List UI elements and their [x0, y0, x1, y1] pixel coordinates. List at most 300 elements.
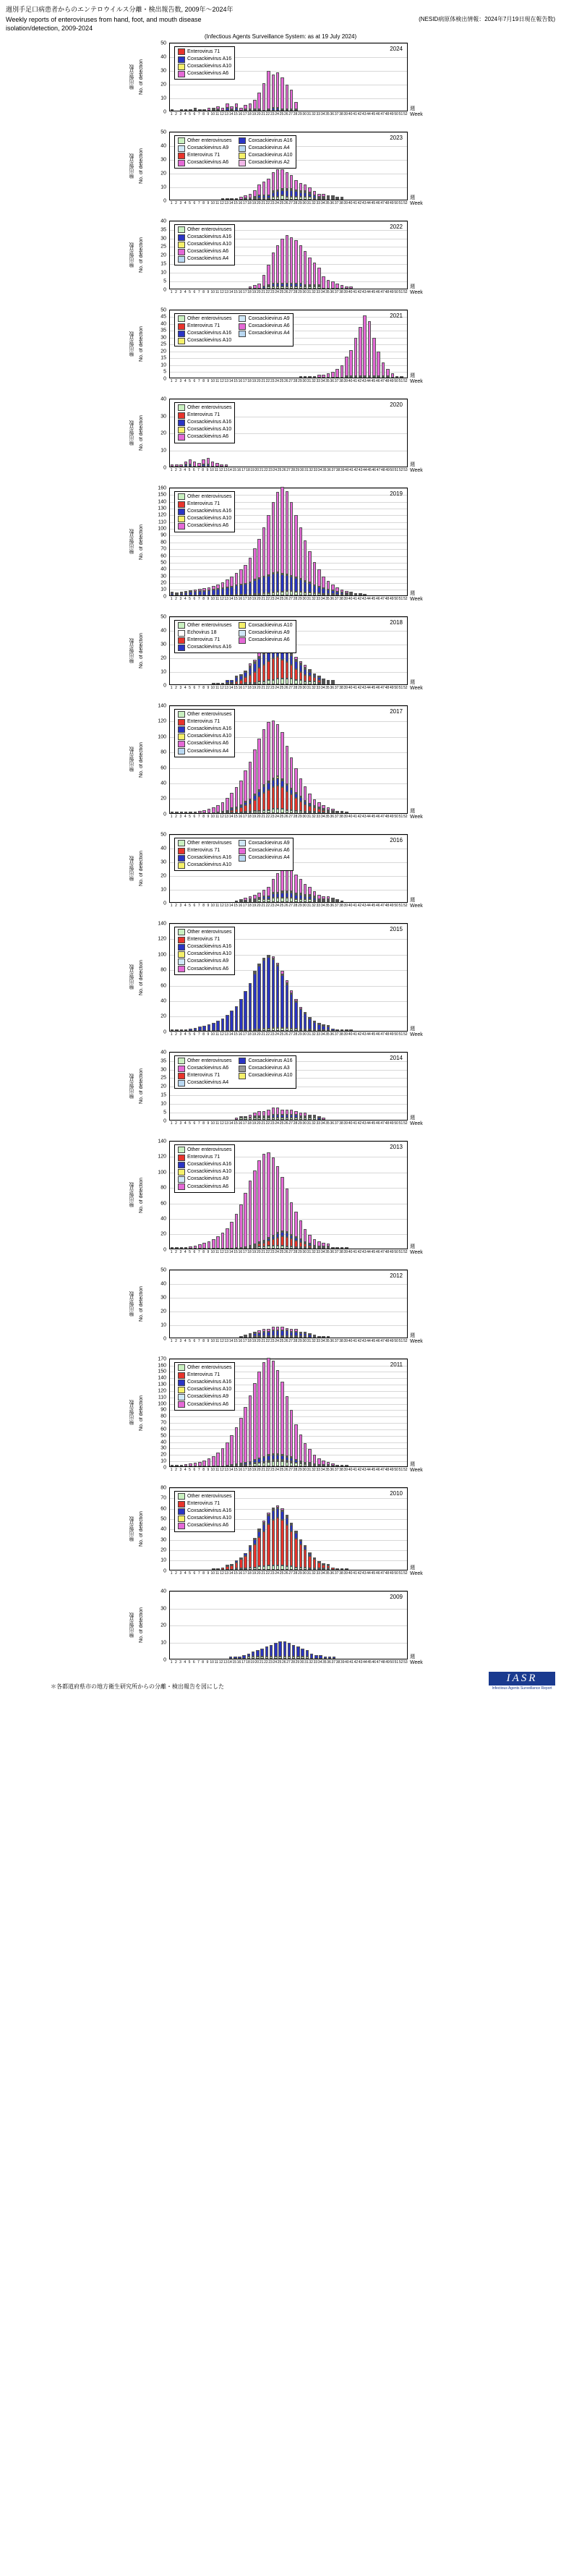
x-tick-label: 42	[357, 903, 362, 908]
x-tick-label: 42	[357, 1338, 362, 1343]
bar-segment	[331, 585, 335, 590]
bar-week-43	[363, 922, 367, 1031]
x-tick-label: 51	[394, 467, 399, 472]
bar-segment	[262, 1566, 266, 1569]
bar-segment	[283, 1641, 286, 1657]
x-tick-label: 45	[367, 1659, 372, 1665]
bar-segment	[239, 674, 243, 676]
bar-segment	[278, 1657, 281, 1658]
x-tick-label: 4	[184, 111, 187, 116]
legend-label: Coxsackievirus A6	[187, 71, 229, 77]
bar-segment	[257, 1118, 261, 1119]
x-tick-label: 19	[252, 903, 257, 908]
bar-week-38	[341, 131, 344, 200]
bar-segment	[257, 898, 261, 899]
x-tick-label: 29	[298, 111, 302, 116]
bar-segment	[363, 315, 367, 376]
bar-week-48	[386, 42, 390, 111]
x-tick-label: 29	[298, 289, 302, 294]
bar-segment	[286, 1518, 289, 1525]
bar-week-48	[386, 309, 390, 378]
y-axis-title-jp: 検出報告数	[129, 420, 134, 446]
legend-item	[178, 419, 231, 426]
x-tick-label: 42	[357, 685, 362, 690]
bar-week-26	[286, 1358, 289, 1466]
bar-segment	[304, 1568, 307, 1570]
bar-week-46	[377, 42, 380, 111]
x-tick-label: 3	[179, 1467, 182, 1472]
bar-segment	[262, 810, 266, 813]
bar-week-20	[257, 1269, 261, 1338]
bar-segment	[226, 680, 229, 683]
x-tick-label: 13	[224, 378, 229, 383]
bar-segment	[322, 1563, 325, 1565]
bar-segment	[290, 789, 294, 795]
bar-segment	[317, 683, 321, 684]
bar-segment	[253, 800, 257, 811]
bar-segment	[272, 1118, 275, 1119]
bar-segment	[238, 1657, 241, 1658]
bar-segment	[294, 240, 298, 283]
x-tick-label: 19	[252, 1249, 257, 1254]
bar-week-32	[313, 922, 317, 1031]
bar-segment	[267, 896, 270, 899]
bar-week-37	[335, 220, 339, 289]
x-tick-label: 3	[179, 814, 182, 819]
x-tick-label: 6	[192, 467, 195, 472]
x-tick-label: 18	[247, 1249, 252, 1254]
bar-week-21	[262, 1269, 266, 1338]
x-tick-label: 36	[330, 814, 335, 819]
legend-item	[239, 854, 289, 862]
bar-segment	[267, 1461, 270, 1462]
x-tick-label: 1	[170, 685, 173, 690]
x-tick-label: 35	[325, 903, 330, 908]
chart-2017	[124, 705, 437, 831]
bar-segment	[276, 809, 280, 812]
bar-segment	[221, 802, 225, 812]
bar-segment	[304, 802, 307, 804]
legend-label: Coxsackievirus A10	[187, 862, 232, 868]
y-axis-title-en: No. of detection	[139, 1395, 144, 1431]
legend-label: Coxsackievirus A6	[187, 160, 229, 166]
x-tick-label: 23	[268, 467, 273, 472]
bar-week-48	[386, 922, 390, 1031]
bar-segment	[216, 585, 220, 590]
x-axis-ticks	[169, 686, 408, 692]
bar-segment	[299, 1007, 303, 1009]
x-tick-label: 37	[334, 814, 339, 819]
x-tick-label: 21	[261, 111, 265, 116]
bar-week-44	[368, 487, 372, 595]
y-axis-title-jp: 検出報告数	[129, 747, 134, 773]
bar-segment	[189, 812, 192, 813]
x-tick-label: 26	[284, 685, 288, 690]
x-tick-label: 26	[284, 903, 288, 908]
bar-segment	[216, 1453, 220, 1466]
bar-segment	[272, 192, 275, 197]
x-tick-label: 40	[348, 378, 353, 383]
bar-segment	[276, 1460, 280, 1461]
bar-week-48	[382, 1590, 385, 1659]
legend-item	[178, 847, 231, 854]
legend-item	[239, 840, 289, 847]
bar-week-27	[290, 922, 294, 1031]
bar-week-51	[400, 705, 403, 813]
bar-week-40	[349, 309, 353, 378]
bar-week-52	[405, 131, 408, 200]
x-tick-label: 40	[348, 1121, 353, 1126]
bar-week-30	[304, 1358, 307, 1466]
bar-segment	[308, 194, 312, 197]
bar-week-31	[308, 922, 312, 1031]
x-tick-label: 46	[375, 200, 380, 205]
bar-week-52	[405, 220, 408, 289]
y-tick-label: 40	[160, 628, 166, 634]
x-tick-label: 20	[256, 111, 261, 116]
x-tick-label: 51	[398, 685, 403, 690]
bar-segment	[249, 1568, 252, 1570]
bar-week-28	[294, 1358, 298, 1466]
bar-week-24	[276, 1269, 280, 1338]
x-tick-label: 50	[394, 596, 398, 601]
bar-segment	[257, 1333, 261, 1336]
x-tick-label: 14	[228, 1032, 234, 1037]
x-tick-label: 6	[193, 1121, 196, 1126]
x-tick-label: 4	[184, 814, 187, 819]
x-tick-label: 17	[242, 903, 247, 908]
bar-week-30	[304, 1140, 307, 1249]
bar-segment	[257, 668, 261, 681]
bar-segment	[272, 1508, 275, 1510]
x-tick-label: 7	[197, 111, 200, 116]
x-tick-label: 3	[179, 596, 182, 601]
x-tick-label: 14	[228, 1121, 234, 1126]
x-tick-label: 51	[398, 1249, 403, 1254]
bar-week-44	[368, 1051, 372, 1120]
bar-week-47	[382, 487, 385, 595]
legend	[174, 1055, 296, 1089]
year-label: 2017	[390, 707, 403, 715]
x-axis-ticks	[169, 904, 408, 910]
bar-segment	[249, 1118, 252, 1119]
bar-segment	[313, 675, 317, 678]
bar-week-33	[317, 131, 321, 200]
x-tick-label: 11	[215, 111, 220, 116]
bar-segment	[354, 376, 358, 378]
x-tick-label: 40	[348, 1467, 353, 1472]
bar-week-31	[308, 220, 312, 289]
bar-week-41	[354, 1358, 358, 1466]
x-tick-label: 37	[334, 289, 339, 294]
bar-segment	[327, 1336, 330, 1338]
bar-week-46	[377, 309, 380, 378]
legend-label: Coxsackievirus A16	[187, 331, 232, 336]
bar-segment	[341, 1247, 344, 1249]
x-tick-label: 37	[334, 685, 339, 690]
y-tick-label: 40	[160, 54, 166, 60]
x-tick-label: 36	[330, 1249, 335, 1254]
y-tick-label: 5	[163, 279, 166, 284]
bar-segment	[244, 1407, 247, 1463]
bar-segment	[257, 1242, 261, 1244]
x-tick-label: 35	[325, 1249, 330, 1254]
x-tick-label: 11	[215, 1338, 220, 1343]
bar-week-20	[256, 398, 259, 467]
y-tick-label: 120	[158, 718, 166, 724]
x-tick-label: 11	[214, 1659, 218, 1665]
bar-segment	[276, 1518, 280, 1565]
bar-segment	[322, 276, 325, 289]
bar-segment	[331, 197, 335, 198]
x-tick-label: 52	[403, 1249, 408, 1254]
x-tick-label: 23	[270, 1032, 275, 1037]
bar-segment	[257, 657, 261, 658]
bar-segment	[286, 785, 289, 791]
bar-segment	[253, 1113, 257, 1116]
bar-segment	[363, 594, 367, 595]
bar-segment	[294, 1332, 298, 1336]
bar-segment	[327, 811, 330, 812]
bar-segment	[280, 781, 284, 788]
bar-segment	[276, 1115, 280, 1118]
legend-swatch	[178, 509, 185, 515]
bar-segment	[296, 1657, 299, 1658]
bar-segment	[322, 810, 325, 812]
legend-label: Other enteroviruses	[187, 404, 232, 410]
bar-week-53	[405, 398, 408, 467]
x-tick-label: 40	[345, 467, 349, 472]
bar-segment	[216, 106, 220, 109]
bar-segment	[262, 1463, 266, 1466]
bar-segment	[272, 787, 275, 809]
x-tick-label: 22	[265, 378, 270, 383]
x-tick-label: 20	[256, 1249, 261, 1254]
bar-week-17	[244, 1140, 247, 1249]
x-tick-label: 40	[348, 289, 353, 294]
bar-week-19	[253, 220, 257, 289]
bar-segment	[230, 1011, 234, 1031]
x-tick-label: 6	[193, 1570, 196, 1576]
x-tick-label: 9	[207, 200, 210, 205]
bar-segment	[212, 109, 215, 111]
bar-week-34	[322, 833, 325, 902]
bar-week-43	[363, 220, 367, 289]
bar-segment	[249, 675, 252, 683]
bar-segment	[171, 592, 174, 593]
x-tick-label: 5	[189, 1467, 191, 1472]
y-tick-label: 70	[160, 1420, 166, 1426]
bar-week-37	[335, 487, 339, 595]
bar-segment	[286, 746, 289, 785]
bar-segment	[299, 680, 303, 684]
bar-segment	[304, 1229, 307, 1242]
bar-segment	[267, 179, 270, 195]
x-tick-label: 23	[270, 596, 275, 601]
legend-item	[178, 433, 231, 441]
bar-segment	[299, 778, 303, 797]
x-tick-label: 20	[256, 1467, 261, 1472]
x-tick-label: 9	[207, 378, 210, 383]
bar-segment	[304, 895, 307, 896]
bar-segment	[304, 197, 307, 200]
x-tick-label: 6	[193, 596, 196, 601]
bar-segment	[202, 1243, 206, 1249]
bar-segment	[280, 1336, 284, 1338]
x-tick-label: 12	[220, 903, 224, 908]
y-tick-label: 35	[160, 227, 166, 233]
x-tick-label: 50	[394, 200, 398, 205]
bar-segment	[296, 1646, 299, 1657]
bar-segment	[304, 1464, 307, 1466]
y-axis-title-en: No. of detection	[139, 632, 144, 668]
x-tick-label: 45	[371, 596, 376, 601]
bar-week-45	[372, 487, 376, 595]
y-tick-label: 30	[160, 414, 166, 420]
bar-segment	[280, 1177, 284, 1231]
bar-segment	[308, 812, 312, 813]
bar-segment	[341, 590, 344, 592]
x-tick-label: 5	[189, 289, 191, 294]
bar-week-51	[400, 616, 403, 684]
bar-segment	[244, 105, 247, 109]
bar-segment	[359, 376, 362, 378]
bar-week-19	[253, 1140, 257, 1249]
bar-segment	[244, 195, 247, 198]
x-tick-label: 1	[170, 1467, 173, 1472]
bar-segment	[262, 1029, 266, 1031]
bar-segment	[345, 357, 348, 376]
bar-segment	[280, 195, 284, 200]
x-tick-label: 42	[357, 814, 362, 819]
bar-segment	[276, 592, 280, 595]
legend-item	[178, 1072, 231, 1079]
x-tick-label: 9	[207, 1249, 210, 1254]
bar-week-28	[294, 1269, 298, 1338]
y-tick-label: 30	[160, 236, 166, 242]
x-tick-label: 12	[220, 378, 224, 383]
legend-label: Coxsackievirus A10	[187, 1169, 232, 1175]
bar-week-22	[265, 398, 268, 467]
y-tick-label: 0	[163, 683, 166, 689]
y-axis-title-en: No. of detection	[139, 237, 144, 273]
y-tick-label: 150	[158, 492, 166, 498]
bar-week-51	[400, 42, 403, 111]
bar-segment	[267, 661, 270, 681]
bar-segment	[317, 807, 321, 809]
x-tick-label: 39	[340, 1659, 345, 1665]
bar-week-40	[349, 705, 353, 813]
legend-swatch	[178, 748, 185, 754]
bar-segment	[317, 676, 321, 677]
x-tick-label: 39	[343, 378, 348, 383]
bar-segment	[327, 681, 330, 683]
x-tick-label: 13	[224, 289, 229, 294]
bar-segment	[262, 1521, 266, 1523]
bar-week-51	[400, 922, 403, 1031]
bar-segment	[226, 103, 229, 108]
bar-segment	[262, 593, 266, 595]
bar-segment	[280, 1246, 284, 1249]
legend-label: Enterovirus 71	[187, 153, 220, 158]
x-tick-label: 35	[325, 1032, 330, 1037]
bar-segment	[180, 812, 184, 813]
bar-week-32	[310, 398, 313, 467]
bar-segment	[239, 899, 243, 901]
bar-segment	[267, 109, 270, 111]
bar-segment	[262, 182, 266, 195]
x-tick-label: 38	[339, 200, 343, 205]
x-axis-title: 週 Week	[410, 284, 423, 295]
bar-segment	[202, 588, 206, 591]
x-tick-label: 52	[403, 111, 408, 116]
bar-week-45	[372, 833, 376, 902]
bar-week-20	[257, 922, 261, 1031]
x-tick-label: 32	[312, 596, 316, 601]
bar-week-31	[308, 705, 312, 813]
bar-segment	[294, 1118, 298, 1119]
x-tick-label: 18	[247, 1121, 252, 1126]
bar-segment	[267, 1524, 270, 1566]
bar-segment	[328, 1657, 331, 1658]
bar-week-41	[354, 487, 358, 595]
bar-week-51	[400, 1487, 403, 1570]
bar-segment	[313, 1455, 317, 1464]
y-tick-label: 60	[160, 765, 166, 770]
bar-week-41	[351, 1590, 354, 1659]
bar-segment	[308, 192, 312, 194]
bar-segment	[304, 1029, 307, 1031]
legend-label: Coxsackievirus A6	[187, 966, 229, 972]
legend-swatch	[178, 71, 185, 77]
bar-week-21	[262, 922, 266, 1031]
x-tick-label: 27	[288, 1570, 293, 1576]
bar-segment	[267, 1455, 270, 1461]
bar-week-37	[335, 1269, 339, 1338]
bar-segment	[299, 192, 303, 197]
x-tick-label: 32	[309, 467, 313, 472]
bar-week-47	[382, 705, 385, 813]
legend-label: Enterovirus 71	[187, 637, 220, 643]
bar-segment	[327, 1462, 330, 1465]
y-tick-label: 30	[160, 642, 166, 647]
y-tick-label: 10	[160, 1557, 166, 1563]
y-tick-label: 50	[160, 129, 166, 135]
bar-week-45	[372, 1487, 376, 1570]
bar-week-38	[341, 1140, 344, 1249]
x-tick-label: 18	[247, 1467, 252, 1472]
y-tick-label: 30	[160, 1445, 166, 1451]
bar-week-27	[290, 1269, 294, 1338]
bar-segment	[262, 665, 266, 681]
x-tick-label: 52	[403, 1570, 408, 1576]
bar-segment	[327, 680, 330, 681]
bar-segment	[290, 679, 294, 684]
legend-label: Coxsackievirus A10	[187, 242, 232, 247]
bar-segment	[286, 1457, 289, 1461]
bar-segment	[276, 1330, 280, 1336]
y-tick-label: 20	[160, 655, 166, 661]
bar-week-16	[239, 705, 243, 813]
x-tick-label: 5	[189, 1338, 191, 1343]
x-tick-label: 27	[288, 903, 293, 908]
bar-segment	[244, 672, 247, 678]
bar-segment	[304, 1332, 307, 1333]
x-tick-label: 18	[247, 1032, 252, 1037]
bar-week-18	[249, 1140, 252, 1249]
chart-stack	[0, 40, 561, 1677]
bar-segment	[221, 1568, 225, 1570]
